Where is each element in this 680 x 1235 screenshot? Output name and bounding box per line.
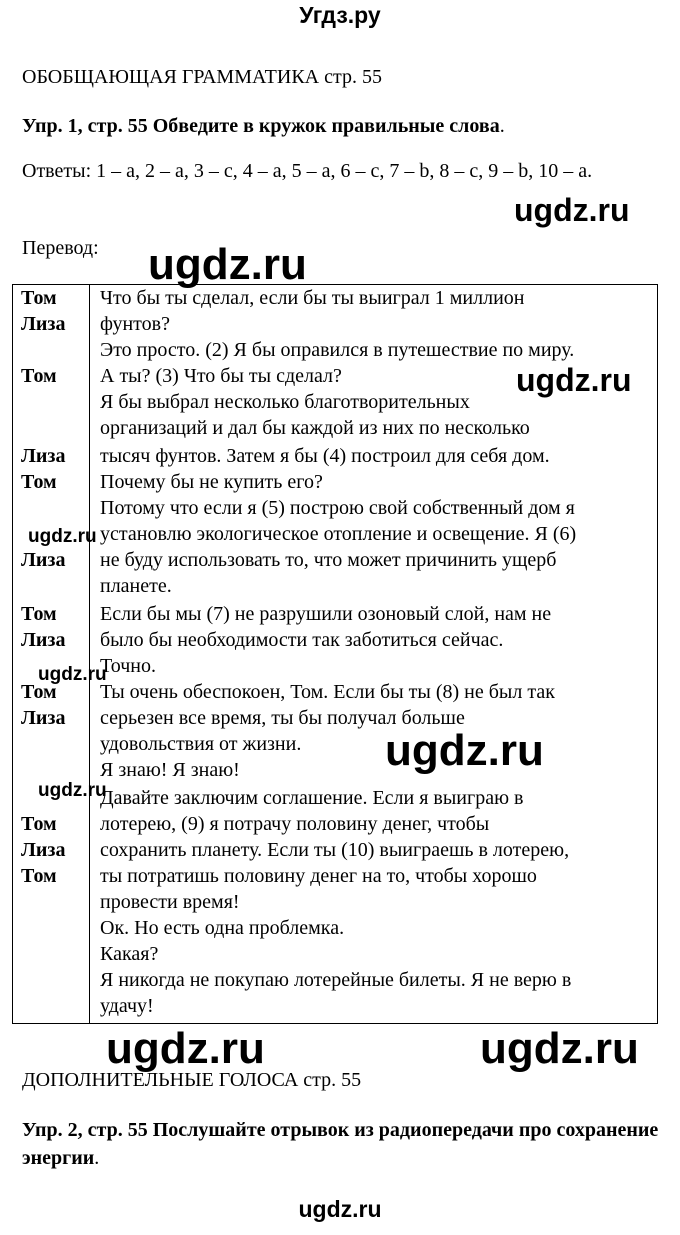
speaker-name: Лиза [21,549,66,571]
dialogue-line: Ок. Но есть одна проблемка. [100,917,345,939]
dialogue-line: провести время! [100,891,240,913]
exercise-2-label: Упр. 2, стр. 55 Послушайте отрывок из радиопередачи про сохранение энергии [22,1119,659,1169]
watermark: ugdz.ru [38,664,107,685]
dialogue-line: планете. [100,575,172,597]
speaker-name: Том [21,813,57,835]
speaker-name: Лиза [21,313,66,335]
dialogue-line: установлю экологическое отопление и освещение. Я (6) [100,523,577,545]
dialogue-line: серьезен все время, ты бы получал больше [100,707,465,729]
speaker-name: Том [21,471,57,493]
dialogue-line: Что бы ты сделал, если бы ты выиграл 1 миллион [100,287,525,309]
dialogue-line: Потому что если я (5) построю свой собственный дом я [100,497,575,519]
exercise-1-title [22,112,505,140]
watermark: ugdz.ru [106,1024,265,1073]
dialogue-line: удовольствия от жизни. [100,733,302,755]
site-title: Угдз.ру [299,2,381,28]
section-heading-grammar: ОБОБЩАЮЩАЯ ГРАММАТИКА стр. 55 [22,66,382,88]
dialogue-line: Это просто. (2) Я бы оправился в путешествие по миру. [100,339,575,361]
exercise-1-label: Упр. 1, стр. 55 Обведите в кружок правильные слова [22,115,500,137]
watermark: ugdz.ru [480,1024,639,1073]
dialogue-line: А ты? (3) Что бы ты сделал? [100,365,342,387]
speaker-name: Лиза [21,445,66,467]
dialogue-line: лотерею, (9) я потрачу половину денег, чтобы [100,813,490,835]
dialogue-line: Если бы мы (7) не разрушили озоновый слой, нам не [100,603,552,625]
exercise-2-title [22,1116,662,1172]
watermark: ugdz.ru [514,192,630,228]
speaker-name: Том [21,681,57,703]
speaker-name: Том [21,603,57,625]
watermark: ugdz.ru [28,526,97,547]
dialogue-line: Ты очень обеспокоен, Том. Если бы ты (8) не был так [100,681,555,703]
watermark: ugdz.ru [148,240,307,289]
speaker-name: Лиза [21,707,66,729]
site-footer: ugdz.ru [298,1196,382,1222]
translation-label: Перевод: [22,237,99,259]
dialogue-line: фунтов? [100,313,170,335]
exercise-1-tail: . [499,115,505,137]
speaker-column [13,285,90,1023]
watermark: ugdz.ru [385,726,544,775]
watermark: ugdz.ru [38,780,107,801]
dialogue-line: Давайте заключим соглашение. Если я выиграю в [100,787,524,809]
dialogue-line: удачу! [100,995,154,1017]
dialogue-line: тысяч фунтов. Затем я бы (4) построил для себя дом. [100,445,550,467]
dialogue-line: было бы необходимости так заботиться сейчас. [100,629,504,651]
dialogue-line: сохранить планету. Если ты (10) выиграешь в лотерею, [100,839,570,861]
watermark: ugdz.ru [516,362,632,398]
dialogue-line: Я знаю! Я знаю! [100,759,240,781]
dialogue-line: ты потратишь половину денег на то, чтобы хорошо [100,865,537,887]
dialogue-line: организаций и дал бы каждой из них по несколько [100,417,530,439]
speaker-name: Том [21,865,57,887]
exercise-2-tail: . [94,1147,100,1169]
speaker-name: Лиза [21,839,66,861]
dialogue-line: Точно. [100,655,156,677]
section-heading-extra-voices: ДОПОЛНИТЕЛЬНЫЕ ГОЛОСА стр. 55 [22,1069,362,1091]
dialogue-line: Я бы выбрал несколько благотворительных [100,391,470,413]
speaker-name: Том [21,287,57,309]
dialogue-line: Какая? [100,943,159,965]
dialogue-line: Почему бы не купить его? [100,471,323,493]
speaker-name: Том [21,365,57,387]
speaker-name: Лиза [21,629,66,651]
dialogue-line: не буду использовать то, что может причинить ущерб [100,549,557,571]
answers-text: Ответы: 1 – a, 2 – a, 3 – c, 4 – a, 5 – a, 6 – c, 7 – b, 8 – c, 9 – b, 10 – a. [22,160,593,182]
dialogue-line: Я никогда не покупаю лотерейные билеты. Я не верю в [100,969,572,991]
